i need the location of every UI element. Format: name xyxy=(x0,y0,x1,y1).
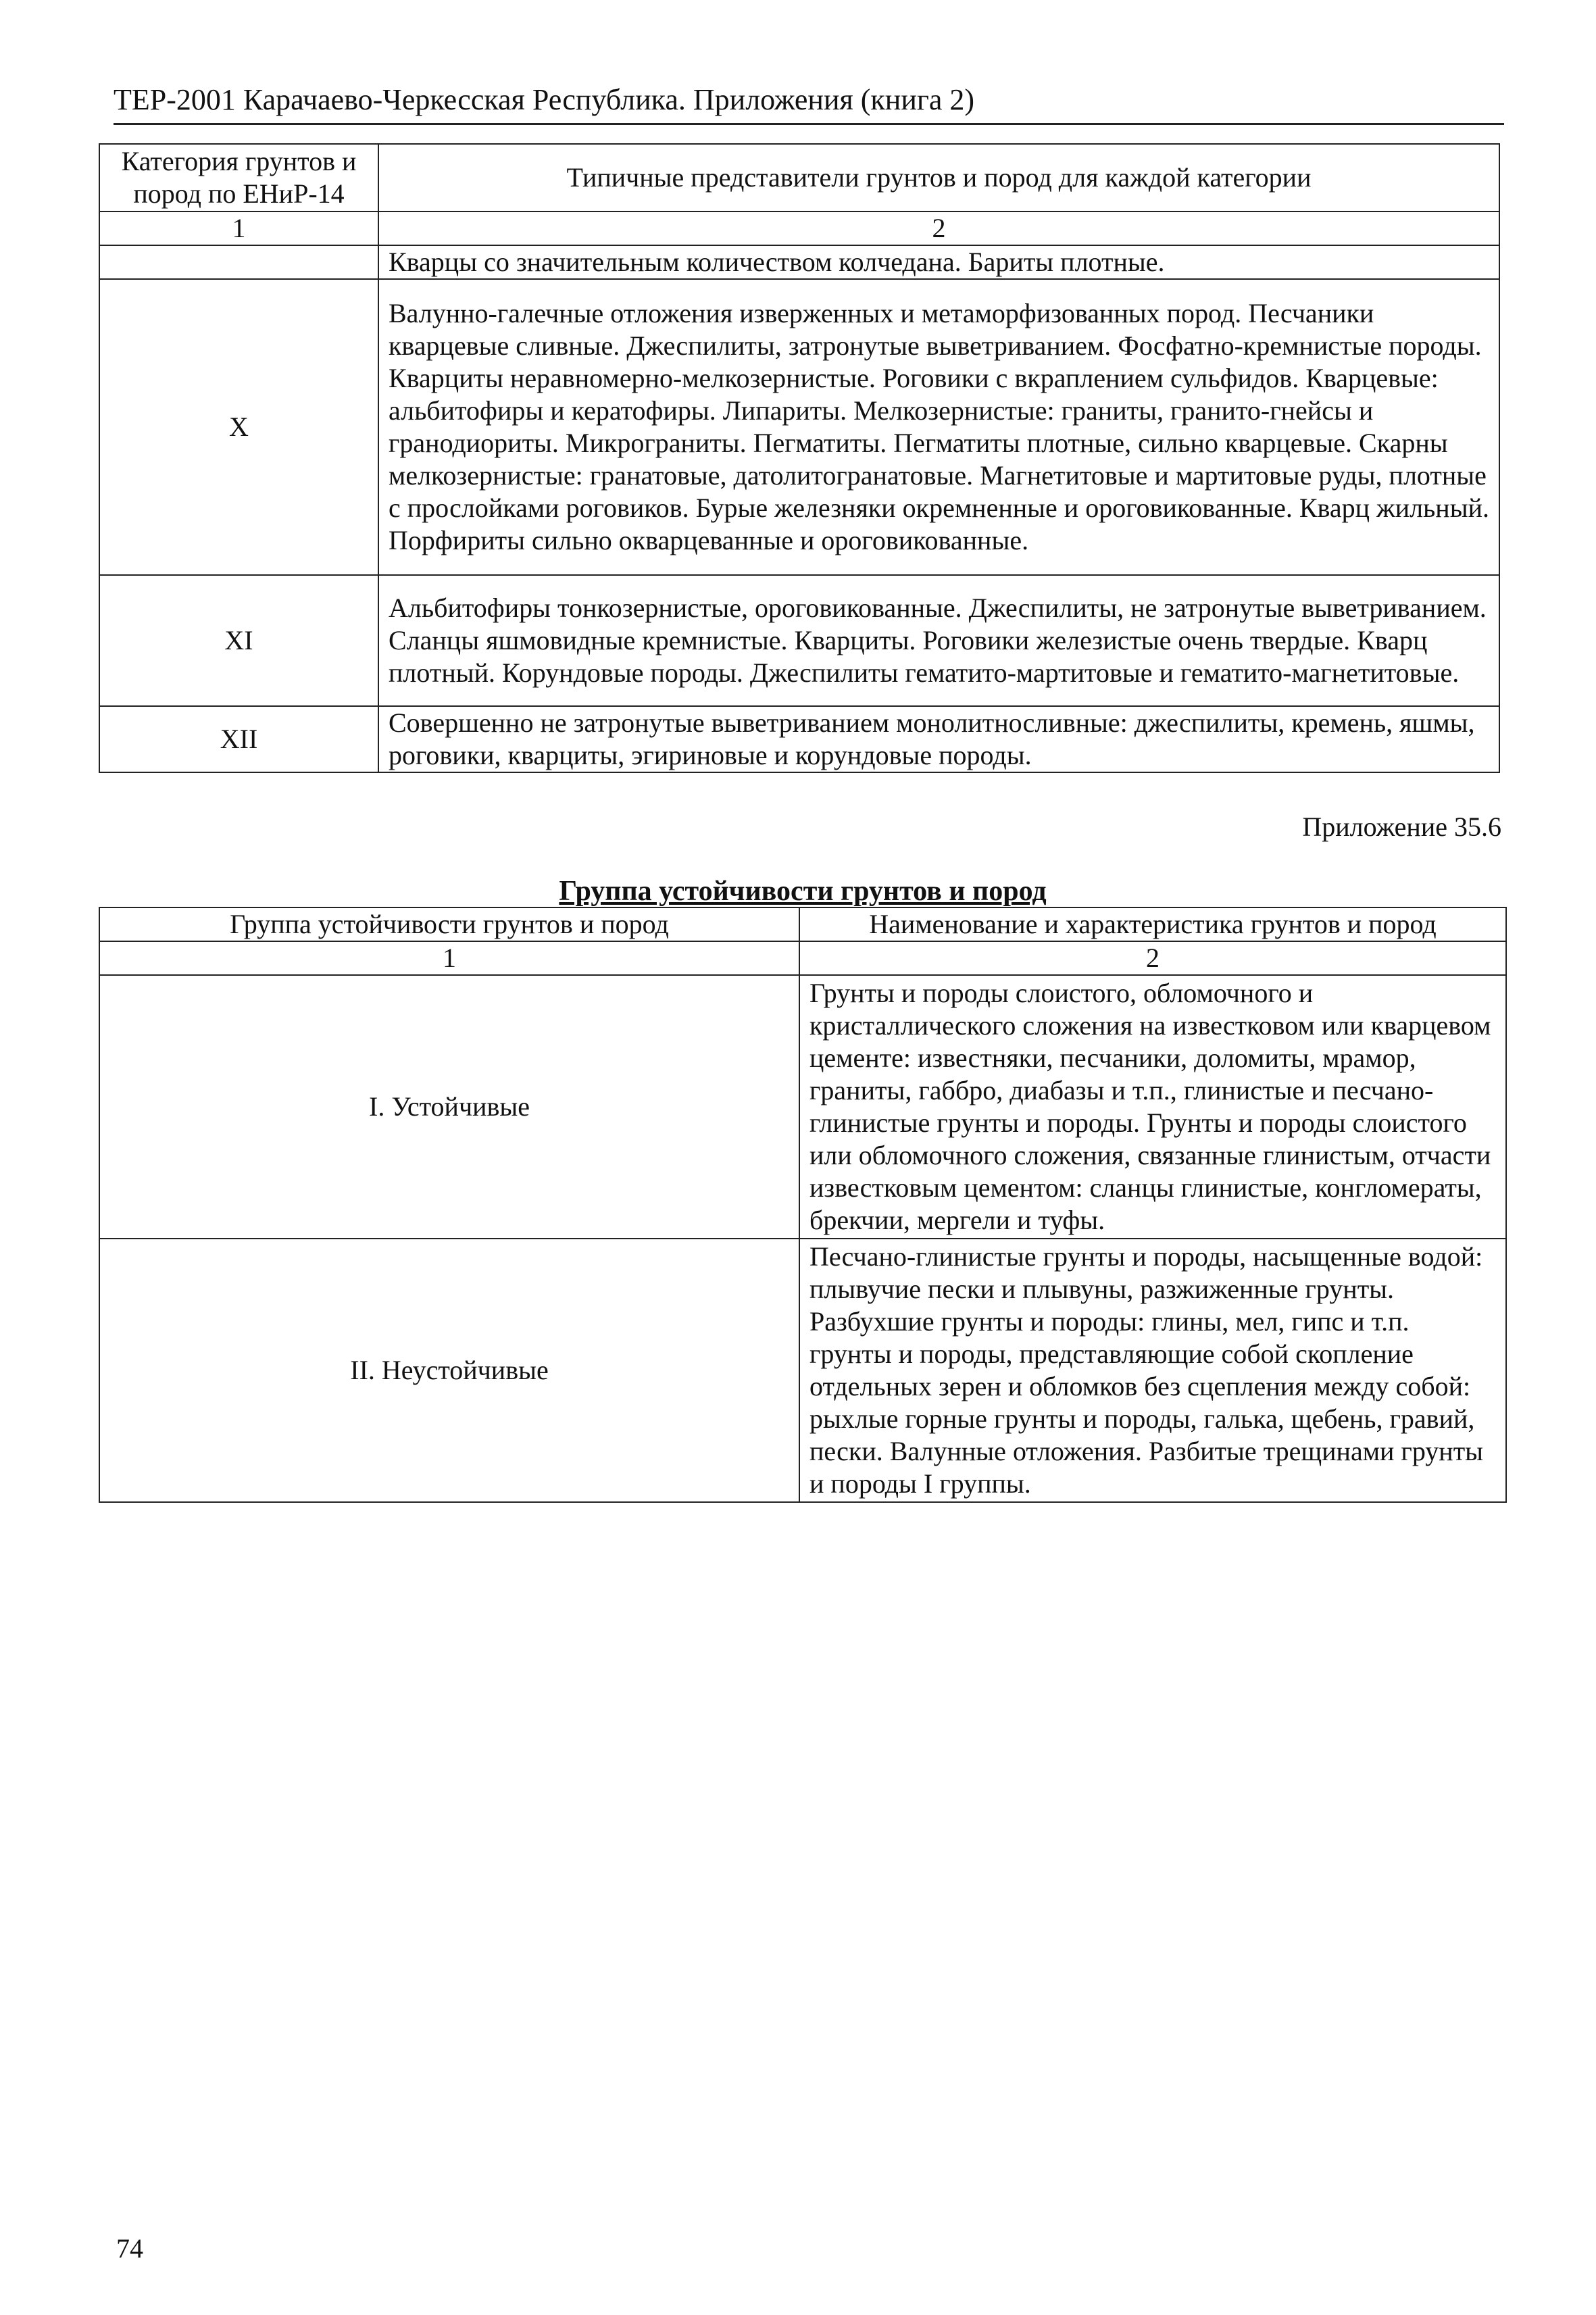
category-cell: X xyxy=(99,279,378,575)
column-number-row xyxy=(99,941,1506,975)
page-header: ТЕР-2001 Карачаево-Черкесская Республика. Приложения (книга 2) xyxy=(114,80,1504,125)
soil-category-table xyxy=(99,143,1500,773)
group-cell: II. Неустойчивые xyxy=(99,1239,799,1502)
page-number: 74 xyxy=(116,2233,143,2264)
group-cell: I. Устойчивые xyxy=(99,975,799,1239)
table-header-row xyxy=(99,144,1499,211)
table-row xyxy=(99,706,1499,772)
description-cell: Грунты и породы слоистого, обломочного и кристаллического сложения на известковом или кварцевом цементе: известняки, песчаники, доломиты, мрамор, граниты, габбро, диабазы и т.п., глинистые и песчано-глинистые грунты и породы. Грунты и породы слоистого или обломочного сложения, связанные глинистым, отчасти известковым цементом: сланцы глинистые, конгломераты, брекчии, мергели и туфы. xyxy=(799,975,1506,1239)
category-cell: XII xyxy=(99,706,378,772)
table-header-row xyxy=(99,907,1506,941)
stability-group-table xyxy=(99,907,1507,1503)
appendix-label: Приложение 35.6 xyxy=(1302,812,1501,842)
table-row xyxy=(99,1239,1506,1502)
column-number-2: 2 xyxy=(378,211,1499,245)
representatives-cell: Альбитофиры тонкозернистые, ороговикованные. Джеспилиты, не затронутые выветриванием. Сланцы яшмовидные кремнистые. Кварциты. Роговики железистые очень твердые. Кварц плотный. Корундовые породы. Джеспилиты гематито-мартитовые и гематито-магнетитовые. xyxy=(378,575,1499,706)
column-header-description: Наименование и характеристика грунтов и пород xyxy=(799,907,1506,941)
representatives-cell: Кварцы со значительным количеством колчедана. Бариты плотные. xyxy=(378,245,1499,279)
table-title: Группа устойчивости грунтов и пород xyxy=(559,876,1047,907)
column-number-1: 1 xyxy=(99,211,378,245)
table-row xyxy=(99,975,1506,1239)
category-cell: XI xyxy=(99,575,378,706)
table-row xyxy=(99,575,1499,706)
representatives-cell: Совершенно не затронутые выветриванием монолитносливные: джеспилиты, кремень, яшмы, роговики, кварциты, эгириновые и корундовые породы. xyxy=(378,706,1499,772)
column-number-2: 2 xyxy=(799,941,1506,975)
column-number-1: 1 xyxy=(99,941,799,975)
column-header-representatives: Типичные представители грунтов и пород для каждой категории xyxy=(378,144,1499,211)
table-row xyxy=(99,279,1499,575)
representatives-cell: Валунно-галечные отложения изверженных и метаморфизованных пород. Песчаники кварцевые сливные. Джеспилиты, затронутые выветриванием. Фосфатно-кремнистые породы. Кварциты неравномерно-мелкозернистые. Роговики с вкраплением сульфидов. Кварцевые: альбитофиры и кератофиры. Липариты. Мелкозернистые: граниты, гранито-гнейсы и гранодиориты. Микрограниты. Пегматиты. Пегматиты плотные, сильно кварцевые. Скарны мелкозернистые: гранатовые, датолитогранатовые. Магнетитовые и мартитовые руды, плотные с прослойками роговиков. Бурые железняки окремненные и ороговикованные. Кварц жильный. Порфириты сильно окварцеванные и ороговикованные. xyxy=(378,279,1499,575)
column-header-group: Группа устойчивости грунтов и пород xyxy=(99,907,799,941)
description-cell: Песчано-глинистые грунты и породы, насыщенные водой: плывучие пески и плывуны, разжиженные грунты. Разбухшие грунты и породы: глины, мел, гипс и т.п. грунты и породы, представляющие собой скопление отдельных зерен и обломков без сцепления между собой: рыхлые горные грунты и породы, галька, щебень, гравий, пески. Валунные отложения. Разбитые трещинами грунты и породы I группы. xyxy=(799,1239,1506,1502)
column-header-category: Категория грунтов и пород по ЕНиР-14 xyxy=(99,144,378,211)
table-row xyxy=(99,245,1499,279)
column-number-row xyxy=(99,211,1499,245)
category-cell xyxy=(99,245,378,279)
